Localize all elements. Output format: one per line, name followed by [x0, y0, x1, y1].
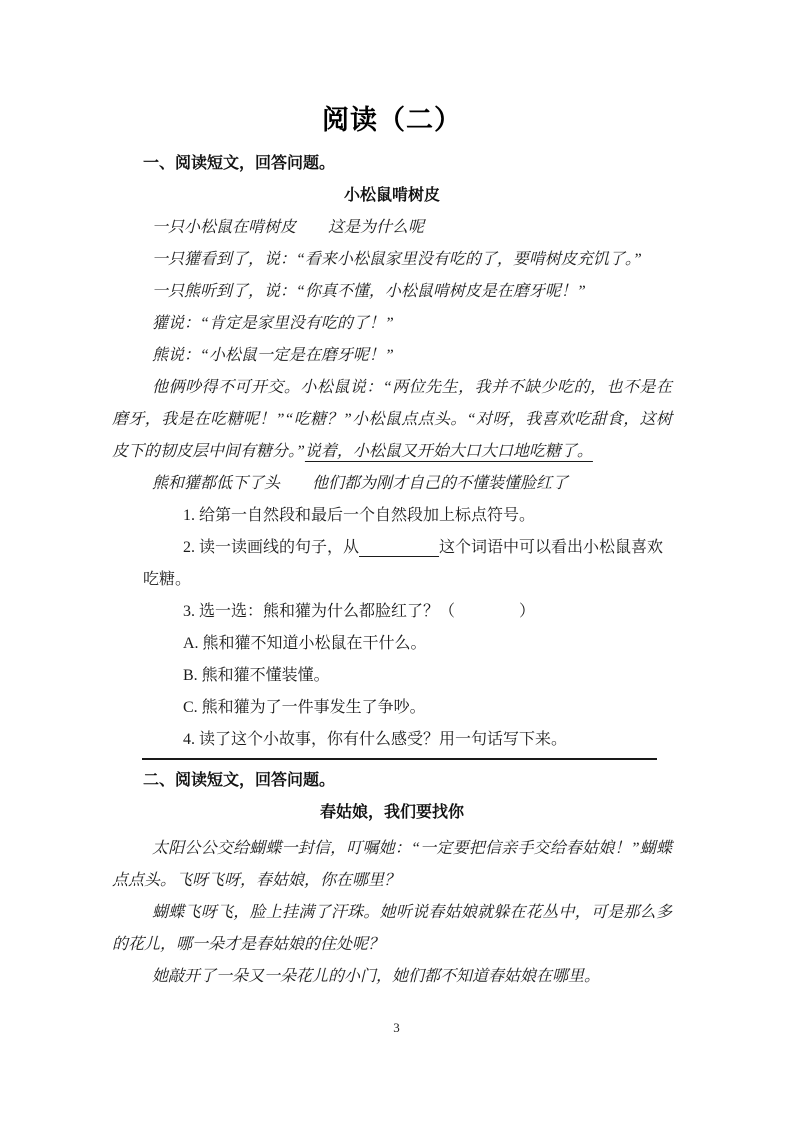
passage1-paragraph-5: 熊说：“小松鼠一定是在磨牙呢！” [152, 347, 394, 364]
section1-header: 一、阅读短文，回答问题。 [143, 155, 336, 172]
page-content [112, 0, 672, 993]
paragraph6-text: 他俩吵得不可开交。小松鼠说：“两位先生，我并不缺少吃的，也不是在磨牙，我是在吃糖呢！”“吃糖？”小松鼠点点头。“对呀，我喜欢吃甜食，这树皮下的韧皮层中间有糖分。” [112, 379, 672, 460]
passage1-paragraph-1: 一只小松鼠在啃树皮 这是为什么呢 [152, 219, 425, 236]
page-title: 阅读（二） [322, 105, 462, 135]
option-c: C. 熊和獾为了一件事发生了争吵。 [183, 699, 426, 716]
passage2-paragraph-2: 蝴蝶飞呀飞，脸上挂满了汗珠。她听说春姑娘就躲在花丛中，可是那么多的花儿，哪一朵才是春姑娘的住处呢？ [112, 904, 672, 953]
passage1-paragraph-6 [112, 372, 672, 468]
question-4: 4. 读了这个小故事，你有什么感受？用一句话写下来。 [183, 731, 568, 748]
passage2-paragraph-1: 太阳公公交给蝴蝶一封信，叮嘱她：“一定要把信亲手交给春姑娘！”蝴蝶点点头。飞呀飞呀，春姑娘，你在哪里？ [112, 840, 672, 889]
question-2-text-before: 2. 读一读画线的句子，从 [183, 539, 360, 556]
passage2-title: 春姑娘，我们要找你 [319, 804, 464, 821]
option-b: B. 熊和獾不懂装懂。 [183, 667, 330, 684]
question-1: 1. 给第一自然段和最后一个自然段加上标点符号。 [183, 507, 536, 524]
passage1-paragraph-4: 獾说：“肯定是家里没有吃的了！” [152, 315, 394, 332]
question-2-text-after: 这个词语中可以看出小松鼠喜欢吃糖。 [143, 539, 664, 588]
page-number: 3 [393, 1020, 400, 1035]
question-2 [112, 532, 672, 596]
underlined-sentence: 说着，小松鼠又开始大口大口地吃糖了。 [304, 443, 593, 460]
passage1-paragraph-3: 一只熊听到了，说：“你真不懂，小松鼠啃树皮是在磨牙呢！” [152, 283, 586, 300]
passage1-title: 小松鼠啃树皮 [343, 187, 440, 204]
passage1-paragraph-2: 一只獾看到了，说：“看来小松鼠家里没有吃的了，要啃树皮充饥了。” [152, 251, 642, 268]
passage2-paragraph-3: 她敲开了一朵又一朵花儿的小门，她们都不知道春姑娘在哪里。 [152, 968, 601, 985]
section-divider [142, 758, 657, 760]
passage1-paragraph-7: 熊和獾都低下了头 他们都为刚才自己的不懂装懂脸红了 [152, 475, 569, 492]
section2-header: 二、阅读短文，回答问题。 [143, 772, 336, 789]
question-3: 3. 选一选：熊和獾为什么都脸红了？（ ） [183, 603, 536, 620]
option-a: A. 熊和獾不知道小松鼠在干什么。 [183, 635, 427, 652]
answer-blank [359, 539, 439, 556]
